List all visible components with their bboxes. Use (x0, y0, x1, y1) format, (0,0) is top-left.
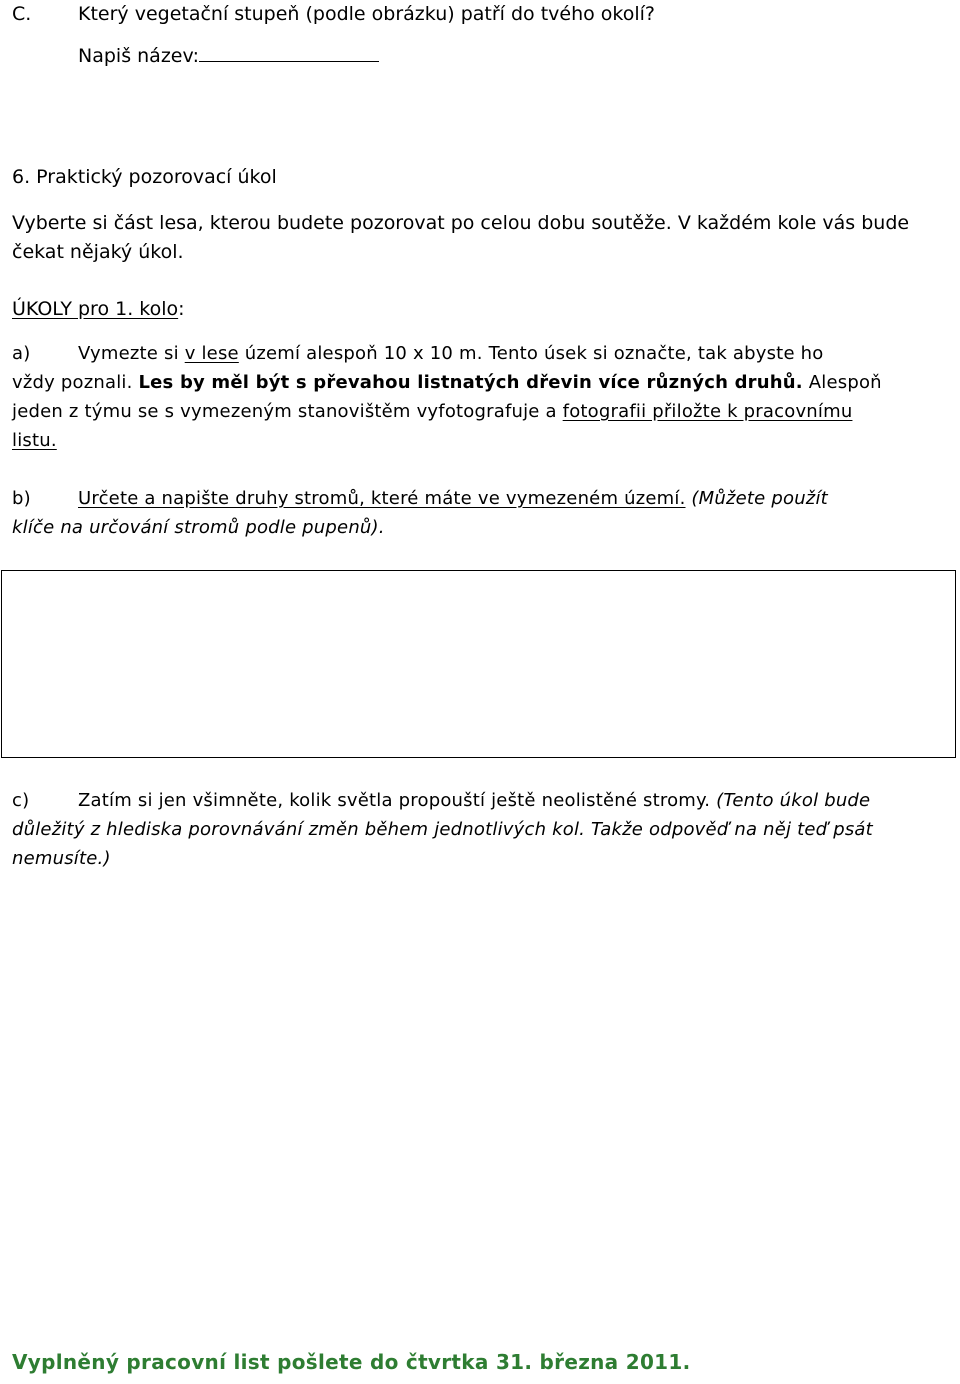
round-label-colon: : (178, 298, 185, 320)
task-a-text-4: Alespoň (802, 372, 882, 393)
task6-heading: 6. Praktický pozorovací úkol (12, 166, 277, 188)
task6-intro-line1: Vyberte si část lesa, kterou budete pozorovat po celou dobu soutěže. V každém kole vás bude (12, 212, 910, 234)
task-a-text-2: území alespoň 10 x 10 m. Tento úsek si označte, tak abyste ho (238, 343, 824, 364)
task-c-note-1: (Tento úkol bude (716, 790, 871, 811)
task-c-label: c) (12, 790, 30, 811)
task-c-note-2: důležitý z hlediska porovnávání změn během jednotlivých kol. Takže odpověď na něj teď psát (12, 819, 873, 840)
task-c-note-3: nemusíte.) (12, 848, 111, 869)
task-c-text: Zatím si jen všimněte, kolik světla propouští ještě neolistěné stromy. (78, 790, 717, 811)
task-a-photo-instruction-end: listu. (12, 430, 57, 451)
task-a-photo-instruction: fotografii přiložte k pracovnímu (562, 401, 853, 422)
name-blank-field[interactable] (199, 47, 379, 62)
task-b-note-1: (Můžete použít (685, 488, 828, 509)
task-b-note-2: klíče na určování stromů podle pupenů). (12, 517, 385, 538)
submission-deadline: Vyplněný pracovní list pošlete do čtvrtka 31. března 2011. (12, 1350, 691, 1374)
task-a-text-5: jeden z týmu se s vymezeným stanovištěm vyfotografuje a (12, 401, 563, 422)
task-a-line2 (12, 372, 882, 394)
task6-intro-line2: čekat nějaký úkol. (12, 241, 184, 263)
task-b-line1 (12, 488, 828, 510)
task-a-label: a) (12, 343, 31, 364)
section-c-question: Který vegetační stupeň (podle obrázku) patří do tvého okolí? (78, 3, 656, 25)
tree-species-answer-box[interactable] (1, 570, 956, 758)
task-a-text-3: vždy poznali. (12, 372, 139, 393)
task-a-line3 (12, 401, 852, 423)
task-b-instruction: Určete a napište druhy stromů, které máte ve vymezeném území. (78, 488, 686, 509)
task-a-text-underlined: v lese (184, 343, 239, 364)
round-label-line (12, 298, 185, 320)
task-a-line4 (12, 430, 57, 452)
name-prompt: Napiš název: (78, 45, 200, 67)
section-c-name-line (78, 45, 379, 67)
task-a-text-1: Vymezte si (78, 343, 185, 364)
task-a-text-bold: Les by měl být s převahou listnatých dřevin více různých druhů. (138, 372, 803, 393)
section-c-letter: C. (12, 3, 32, 25)
section-c-question-line (12, 3, 655, 25)
task-b-label: b) (12, 488, 31, 509)
task-a-line1 (12, 343, 823, 365)
round-label: ÚKOLY pro 1. kolo (12, 298, 179, 320)
task-c-line1 (12, 790, 870, 812)
